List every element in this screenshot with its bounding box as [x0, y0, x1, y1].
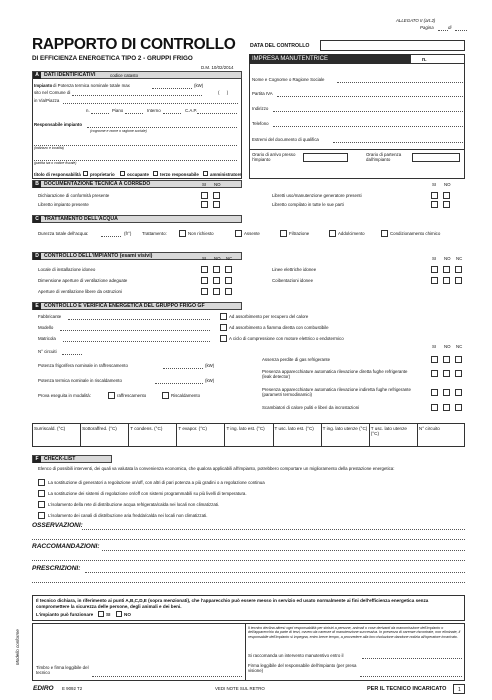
page-title: RAPPORTO DI CONTROLLO — [32, 36, 236, 53]
raccomandazioni-label: RACCOMANDAZIONI: — [32, 543, 100, 550]
assorb-fiamma-checkbox[interactable] — [220, 324, 227, 331]
impresa-telefono-label: Telefono — [252, 121, 269, 126]
responsabile-label: Responsabile impianto — [34, 122, 83, 127]
perdite-si-checkbox[interactable] — [431, 356, 438, 363]
libretti-uso-no-checkbox[interactable] — [443, 192, 450, 199]
impresa-piva-label: Partita IVA — [252, 91, 273, 96]
measurement-header: T ing. lato utenze (°C) — [322, 426, 368, 431]
raccomanda-label: Si raccomanda un intervento manutentivo entro il — [248, 653, 344, 658]
leak-detector-si-checkbox[interactable] — [431, 370, 438, 377]
measurement-cell[interactable] — [80, 433, 128, 447]
impresa-header: IMPRESA MANUTENTRICE — [249, 54, 410, 64]
libretto-compilato-si-checkbox[interactable] — [431, 201, 438, 208]
titolo-proprietario-checkbox[interactable] — [83, 171, 88, 176]
sito-label: sito nel Comune di — [34, 90, 71, 95]
libretti-uso-si-checkbox[interactable] — [431, 192, 438, 199]
aperture-dim-nc-checkbox[interactable] — [225, 277, 232, 284]
measurement-cell[interactable] — [176, 433, 224, 447]
aperture-dim-no-checkbox[interactable] — [213, 277, 220, 284]
conformita-label: Dichiarazione di conformità presente — [38, 193, 110, 198]
measurement-cell[interactable] — [224, 433, 272, 447]
libretto-compilato-no-checkbox[interactable] — [443, 201, 450, 208]
measurement-cell[interactable] — [417, 433, 465, 447]
dm-reference: D.M. 10/02/2014 — [201, 65, 234, 70]
locale-si-checkbox[interactable] — [201, 266, 208, 273]
coibentazioni-si-checkbox[interactable] — [431, 277, 438, 284]
measurement-header: N° circuito — [418, 426, 440, 431]
funzionare-no-checkbox[interactable] — [116, 611, 122, 617]
page-number-box: 1 — [453, 684, 465, 694]
funzionare-si-checkbox[interactable] — [98, 611, 104, 617]
perdite-nc-checkbox[interactable] — [455, 356, 462, 363]
checklist-item-2-checkbox[interactable] — [38, 490, 45, 497]
per-tecnico: PER IL TECNICO INCARICATO — [367, 686, 447, 692]
libretto-si-checkbox[interactable] — [201, 201, 208, 208]
measurement-cell[interactable] — [128, 433, 176, 447]
titolo-terzo-checkbox[interactable] — [153, 171, 158, 176]
firma-tecnico-label: Timbro e firma leggibile del tecnico — [36, 665, 89, 675]
orario-partenza-field[interactable] — [412, 153, 460, 162]
measurement-header: T usc. lato utenze (°C) — [370, 426, 407, 436]
aperture-dim-si-checkbox[interactable] — [201, 277, 208, 284]
page-subtitle: DI EFFICIENZA ENERGETICA TIPO 2 - GRUPPI FRIGO — [32, 55, 193, 62]
conformita-no-checkbox[interactable] — [213, 192, 220, 199]
via-label: in Via/Piazza — [34, 98, 60, 103]
indiretta-si-checkbox[interactable] — [431, 389, 438, 396]
section-c-header: C TRATTAMENTO DELL'ACQUA — [32, 215, 242, 223]
form-code: E 9092 T2 — [62, 686, 83, 691]
linee-si-checkbox[interactable] — [431, 266, 438, 273]
ciclo-compressione-checkbox[interactable] — [220, 335, 227, 342]
measurement-header: T ing. lato est. (°C) — [226, 426, 265, 431]
leak-detector-nc-checkbox[interactable] — [455, 370, 462, 377]
aperture-libere-no-checkbox[interactable] — [213, 288, 220, 295]
filtrazione-checkbox[interactable] — [280, 230, 287, 237]
indiretta-nc-checkbox[interactable] — [455, 389, 462, 396]
measurement-cell[interactable] — [273, 433, 321, 447]
non-richiesto-checkbox[interactable] — [179, 230, 186, 237]
assente-checkbox[interactable] — [235, 230, 242, 237]
titolo-label: titolo di responsabilità — [34, 172, 81, 177]
allegato-label: ALLEGATO II (art.2) — [396, 18, 436, 23]
libretto-no-checkbox[interactable] — [213, 201, 220, 208]
measurement-cell[interactable] — [369, 433, 417, 447]
titolo-occupante-checkbox[interactable] — [120, 171, 125, 176]
checklist-item-3-checkbox[interactable] — [38, 501, 45, 508]
scambiatori-si-checkbox[interactable] — [431, 404, 438, 411]
riscaldamento-checkbox[interactable] — [162, 392, 169, 399]
scambiatori-nc-checkbox[interactable] — [455, 404, 462, 411]
durezza-label: Durezza totale dell'acqua: — [38, 231, 89, 236]
coibentazioni-no-checkbox[interactable] — [443, 277, 450, 284]
orario-arrivo-label: Orario di arrivo presso l'impianto — [252, 152, 296, 162]
conformita-si-checkbox[interactable] — [201, 192, 208, 199]
measurement-header: T evapor. (°C) — [178, 426, 207, 431]
di-label: di — [448, 25, 452, 30]
data-controllo-field[interactable] — [320, 40, 465, 51]
impresa-qualifica-label: Estremi del documento di qualifica — [252, 137, 319, 142]
potenza-label: di Potenza termica nominale totale max — [53, 83, 130, 88]
assorb-recupero-checkbox[interactable] — [220, 313, 227, 320]
checklist-item-4-checkbox[interactable] — [38, 512, 45, 519]
orario-partenza-label: Orario di partenza dall'impianto — [366, 152, 402, 162]
prescrizioni-label: PRESCRIZIONI: — [32, 565, 81, 572]
osservazioni-label: OSSERVAZIONI: — [32, 522, 83, 529]
brand-logo: EDIRO — [33, 685, 54, 692]
aperture-libere-nc-checkbox[interactable] — [225, 288, 232, 295]
measurement-header: T condens. (°C) — [130, 426, 163, 431]
coibentazioni-nc-checkbox[interactable] — [455, 277, 462, 284]
measurement-cell[interactable] — [321, 433, 369, 447]
indiretta-no-checkbox[interactable] — [443, 389, 450, 396]
firma-resp-label: Firma leggibile del responsabile dell'impianto (per presa visione) — [248, 663, 357, 673]
checklist-intro: Elenco di possibili interventi, dei quali va valutata la convenienza economica, che qualora applicabili all'impianto, potrebbero comportare un miglioramento della prestazione energetica: — [38, 466, 395, 471]
addolcimento-checkbox[interactable] — [329, 230, 336, 237]
libretto-compilato-label: Libretto compilato in tutte le sue parti — [272, 202, 344, 207]
orario-arrivo-field[interactable] — [303, 153, 348, 162]
condizionamento-checkbox[interactable] — [381, 230, 388, 237]
section-a-header: A DATI IDENTIFICATIVI codice catasto — [32, 71, 242, 79]
data-controllo-label: DATA DEL CONTROLLO — [250, 43, 310, 49]
disclaimer-text: Il tecnico declina altresì ogni responsabilità per sinistri a persone, animali o cose derivanti da manomissione dell'impianto o dell'apparecchio da parte di terzi, ovvero da carenze di manutenzione successiva. In presenza di carenze riscontrate, non eliminate, il responsabile dell'impianto si impegna, entro breve tempo, a provvedere alla loro risoluzione dandone notizia all'operatore incaricato. — [248, 626, 461, 639]
trattamento-label: Trattamento: — [142, 231, 167, 236]
locale-nc-checkbox[interactable] — [225, 266, 232, 273]
measurement-cell[interactable] — [32, 433, 80, 447]
measurement-header: Surriscald. (°C) — [34, 426, 66, 431]
pagina-label: Pagina — [420, 25, 434, 30]
libretto-label: Libretto impianto presente — [38, 202, 89, 207]
vedi-note: VEDI NOTE SUL RETRO — [215, 686, 265, 691]
section-f-header: F CHECK-LIST — [32, 455, 112, 463]
titolo-amministratore-checkbox[interactable] — [203, 171, 208, 176]
checklist-item-1-checkbox[interactable] — [38, 479, 45, 486]
side-label: Modello conforme — [15, 629, 20, 665]
locale-no-checkbox[interactable] — [213, 266, 220, 273]
linee-no-checkbox[interactable] — [443, 266, 450, 273]
raffrescamento-checkbox[interactable] — [108, 392, 115, 399]
measurement-header: Sottoraffred. (°C) — [82, 426, 117, 431]
impresa-indirizzo-label: Indirizzo — [252, 106, 269, 111]
section-d-header: D CONTROLLO DELL'IMPIANTO (esami visivi) — [32, 252, 242, 260]
linee-nc-checkbox[interactable] — [455, 266, 462, 273]
aperture-libere-si-checkbox[interactable] — [201, 288, 208, 295]
scambiatori-no-checkbox[interactable] — [443, 404, 450, 411]
impianto-label: Impianto — [34, 83, 53, 88]
leak-detector-no-checkbox[interactable] — [443, 370, 450, 377]
impresa-nome-label: Nome e Cognome o Ragione Sociale — [252, 77, 325, 82]
dichiarazione-text: Il tecnico dichiara, in riferimento ai punti A,B,C,D,E (sopra menzionati), che l'apparecchio può essere messo in servizio ed usato normalmente ai fini dell'efficienza energetica senza compromettere la sicurezza delle persone, degli animali e dei beni. — [36, 598, 429, 609]
libretti-uso-label: Libretti uso/manutenzione generatore presenti — [272, 193, 362, 198]
section-b-header: B DOCUMENTAZIONE TECNICA A CORREDO — [32, 180, 242, 188]
perdite-no-checkbox[interactable] — [443, 356, 450, 363]
measurement-header: T usc. lato est. (°C) — [274, 426, 314, 431]
impresa-n-field[interactable]: n. — [410, 54, 465, 64]
section-e-header: E CONTROLLO E VERIFICA ENERGETICA DEL GRUPPO FRIGO GF — [32, 302, 242, 310]
